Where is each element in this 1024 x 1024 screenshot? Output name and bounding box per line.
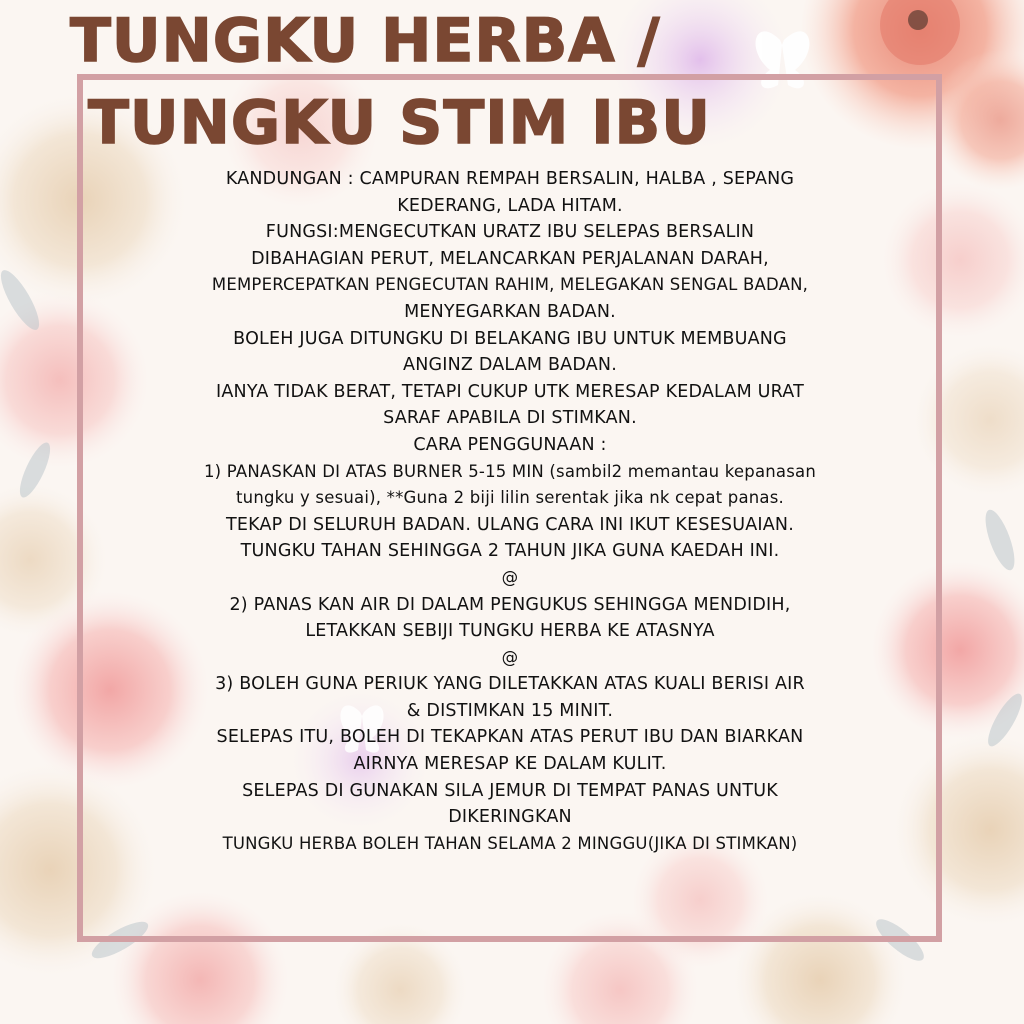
text-line: SELEPAS DI GUNAKAN SILA JEMUR DI TEMPAT PANAS UNTUK xyxy=(242,780,778,801)
text-line: TUNGKU TAHAN SEHINGGA 2 TAHUN JIKA GUNA KAEDAH INI. xyxy=(240,541,780,562)
text-line: MEMPERCEPATKAN PENGECUTAN RAHIM, MELEGAKAN SENGAL BADAN, xyxy=(211,275,809,295)
text-line: KANDUNGAN : CAMPURAN REMPAH BERSALIN, HALBA , SEPANG xyxy=(225,169,795,189)
text-line: TEKAP DI SELURUH BADAN. ULANG CARA INI IKUT KESESUAIAN. xyxy=(226,514,794,535)
text-line: @ xyxy=(501,647,519,667)
text-line: 3) BOLEH GUNA PERIUK YANG DILETAKKAN ATAS KUALI BERISI AIR xyxy=(215,674,805,695)
text-line: ANGINZ DALAM BADAN. xyxy=(403,355,617,376)
text-line: BOLEH JUGA DITUNGKU DI BELAKANG IBU UNTUK MEMBUANG xyxy=(233,328,787,349)
text-line: @ xyxy=(501,567,519,587)
text-line: tungku y sesuai), **Guna 2 biji lilin serentak jika nk cepat panas. xyxy=(236,488,784,508)
text-line: 2) PANAS KAN AIR DI DALAM PENGUKUS SEHINGGA MENDIDIH, xyxy=(229,594,791,615)
text-line: KEDERANG, LADA HITAM. xyxy=(397,195,623,216)
text-line: AIRNYA MERESAP KE DALAM KULIT. xyxy=(353,754,667,775)
text-line: LETAKKAN SEBIJI TUNGKU HERBA KE ATASNYA xyxy=(305,621,715,642)
text-line: & DISTIMKAN 15 MINIT. xyxy=(406,700,614,721)
text-line: MENYEGARKAN BADAN. xyxy=(404,301,616,322)
body-text xyxy=(95,166,925,857)
text-line: SELEPAS ITU, BOLEH DI TEKAPKAN ATAS PERUT IBU DAN BIARKAN xyxy=(216,727,804,748)
title-line-1: TUNGKU HERBA / xyxy=(70,6,661,76)
text-line: DIBAHAGIAN PERUT, MELANCARKAN PERJALANAN DARAH, xyxy=(251,248,769,269)
text-line: TUNGKU HERBA BOLEH TAHAN SELAMA 2 MINGGU(JIKA DI STIMKAN) xyxy=(222,833,798,853)
text-line: FUNGSI:MENGECUTKAN URATZ IBU SELEPAS BERSALIN xyxy=(265,222,755,243)
title-line-2: TUNGKU STIM IBU xyxy=(88,88,711,158)
text-line: SARAF APABILA DI STIMKAN. xyxy=(383,408,637,429)
text-line: IANYA TIDAK BERAT, TETAPI CUKUP UTK MERESAP KEDALAM URAT xyxy=(216,381,804,402)
text-line: CARA PENGGUNAAN : xyxy=(413,434,607,455)
text-line: DIKERINGKAN xyxy=(448,807,572,828)
text-line: 1) PANASKAN DI ATAS BURNER 5-15 MIN (sambil2 memantau kepanasan xyxy=(203,461,816,481)
